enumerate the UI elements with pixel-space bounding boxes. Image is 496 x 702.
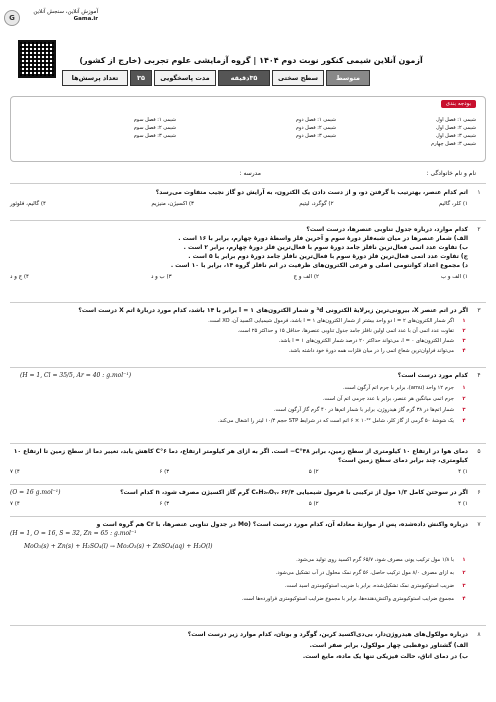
molar-mass-data: (H = 1, O = 16, S = 32, Zn = 65 : g.mol⁻¹ (10, 530, 137, 537)
question-text: اگر در اتم عنصر X، بیرونی‌ترین زیرلایهٔ الکترونی ³d و شمار الکترون‌های l = ۱ برابر با ۱۴ باشد، کدام مورد دربارهٔ اتم X درست است؟ (78, 307, 468, 314)
topic-item: شیمی ۳: فصل چهارم (431, 141, 476, 147)
option-2[interactable]: تفاوت عدد اتمی آن با عدد اتمی اولین نافلز جامد جدول تناوبی عنصرها، حداقل ۱۵ و حداکثر ۲۵ است. (237, 328, 454, 334)
topics-list (16, 116, 476, 156)
topic-item: شیمی ۱: فصل دوم (295, 117, 336, 123)
divider (10, 443, 486, 444)
question-2 (10, 225, 486, 282)
question-8 (10, 630, 486, 661)
option-number: ۲ (462, 570, 466, 576)
question-count-value: ۳۵ (130, 70, 152, 86)
divider (10, 367, 486, 368)
option-4[interactable]: مجموع ضرایب استوکیومتری واکنش‌دهنده‌ها، برابر با مجموع ضرایب استوکیومتری فراورده‌ها است. (241, 596, 454, 602)
question-number: ۳ (477, 307, 481, 314)
student-name-field[interactable]: نام و نام خانوادگی : (426, 170, 476, 177)
divider (10, 625, 486, 626)
site-tagline: آموزش آنلاین، سنجش آنلاین (33, 9, 98, 15)
option-3[interactable]: ۳) ۶ (159, 501, 170, 507)
duration-value: ۳۵دقیقه (218, 70, 270, 86)
divider (10, 484, 486, 485)
option-4[interactable]: ۴) ۷ (10, 501, 20, 507)
statement-b: ب) در دمای اتاق، حالت فیزیکی تنها یک ماده، مایع است. (302, 653, 468, 660)
question-number: ۸ (477, 631, 481, 638)
statement-c: ج) تفاوت عدد اتمی فعال‌ترین فلز دورهٔ سوم با فعال‌ترین نافلز جامد دورهٔ دوم برابر با ۵ است . (188, 253, 468, 260)
option-1[interactable]: ۱) ۴ (458, 469, 468, 475)
topic-item: شیمی ۱: فصل سوم (133, 117, 176, 123)
question-5 (10, 447, 486, 477)
option-number: ۲ (462, 328, 466, 334)
option-1[interactable]: جرم ۱۲ واحد (amu)، برابر با جرم اتم آرگون است. (343, 385, 454, 391)
topic-item: شیمی ۳: فصل سوم (133, 133, 176, 139)
topic-item: شیمی ۳: فصل دوم (295, 133, 336, 139)
option-2[interactable]: ۲) الف و ج (293, 274, 319, 280)
question-number: ۷ (477, 521, 481, 528)
option-2[interactable]: به ازای مصرف ۸/۰ مول ترکیب حاصل، ۵۶ گرم نمک محلول در آب تشکیل می‌شود. (275, 570, 454, 576)
topics-col-2 (226, 116, 336, 140)
question-text: کدام موارد، درباره جدول تناوبی عنصرها، درست است؟ (306, 226, 468, 233)
difficulty-value: متوسط (326, 70, 370, 86)
option-number: ۴ (462, 596, 466, 602)
option-4[interactable]: ۴) ج و د (10, 274, 30, 280)
statement-d: د) مجموع اعداد کوانتومی اصلی و فرعی الکترون‌های ظرفیت در اتم نافلز گروه ۱۴، برابر با ۱۰ است . (170, 262, 468, 269)
duration-label: مدت پاسخگویی (154, 70, 216, 86)
question-number: ۶ (477, 489, 481, 496)
option-1[interactable]: ۱) کلر، گالیم (438, 201, 468, 207)
statement-b: ب) تفاوت عدد اتمی فعال‌ترین نافلز جامد دورهٔ سوم با فعال‌ترین فلز دورهٔ چهارم، برابر ۲ است . (183, 244, 468, 251)
option-1[interactable]: با ۱/۸ مول ترکیب یونی مصرف شود، ۶۵/۷ گرم اکسید روی تولید می‌شود. (296, 557, 454, 563)
option-2[interactable]: جرم اتمی میانگین هر عنصر، برابر با عدد جرمی اتم آن است. (322, 396, 454, 402)
option-3[interactable]: ۳) اکسیژن، منیزیم (151, 201, 194, 207)
topics-col-3 (66, 116, 176, 140)
option-number: ۴ (462, 348, 466, 354)
gama-logo: G (4, 10, 20, 26)
question-4 (10, 371, 486, 425)
question-number: ۴ (477, 372, 481, 379)
question-count-label: تعداد پرسش‌ها (62, 70, 128, 86)
topic-item: شیمی ۳: فصل اول (436, 133, 476, 139)
option-3[interactable]: شمار الکترون‌های l = ۰، می‌تواند حداکثر ۲۰ درصد شمار الکترون‌های l = ۱ باشد. (278, 338, 454, 344)
divider (10, 302, 486, 303)
option-2[interactable]: ۲) ۵ (308, 501, 319, 507)
exam-info-bar (62, 70, 440, 86)
divider (10, 516, 486, 517)
option-number: ۳ (462, 338, 466, 344)
option-number: ۲ (462, 396, 466, 402)
question-number: ۲ (477, 226, 481, 233)
question-1 (10, 188, 486, 209)
option-number: ۴ (462, 418, 466, 424)
molar-mass-data: (O = 16 g.mol⁻¹) (10, 489, 61, 496)
divider (10, 183, 486, 184)
topic-item: شیمی ۲: فصل دوم (295, 125, 336, 131)
option-3[interactable]: ۳) ۶ (159, 469, 170, 475)
chemical-equation: MoO₃(s) + Zn(s) + H₂SO₄(l) → Mo₂O₃(s) + ZnSO₄(aq) + H₂O(l) (24, 543, 213, 550)
exam-title: آزمون آنلاین شیمی کنکور نوبت دوم ۱۴۰۴ | گروه آزمایشی علوم تجربی (خارج از کشور) (79, 56, 423, 65)
option-2[interactable]: ۲) ۵ (308, 469, 319, 475)
option-number: ۱ (462, 557, 466, 563)
option-4[interactable]: ۴) گالیم، فلوئور (10, 201, 47, 207)
divider (10, 220, 486, 221)
question-7 (10, 520, 486, 603)
school-field[interactable]: مدرسه : (239, 170, 261, 177)
topic-item: شیمی ۱: فصل اول (436, 117, 476, 123)
difficulty-label: سطح سختی (272, 70, 324, 86)
question-text: درباره مولکول‌های هیدروژن‌دار، بی‌دی‌اکسید کربن، گوگرد و بوتان، کدام موارد زیر درست است؟ (187, 631, 468, 638)
option-2[interactable]: ۲) گوگرد، لیتیم (299, 201, 334, 207)
question-number: ۱ (477, 189, 481, 196)
option-3[interactable]: ۳) ب و د (150, 274, 172, 280)
site-header (28, 9, 98, 23)
option-1[interactable]: ۱) الف و ب (440, 274, 468, 280)
option-number: ۳ (462, 583, 466, 589)
option-number: ۳ (462, 407, 466, 413)
qr-code (18, 40, 56, 78)
topics-col-1 (366, 116, 476, 148)
option-4[interactable]: یک شوشهٔ ۵۰ گرمی از گاز کلر، شامل ۱۰²² × ۶ اتم است که در شرایط STP حجم ۱۰/۴ لیتر را اشغال می‌کند. (218, 418, 454, 424)
option-1[interactable]: اگر شمار الکترون‌های l = ۲ دو واحد بیشتر از شمار الکترون‌های l = ۱ باشد، فرمول شیمیایی اکسید آن، XO است. (208, 318, 454, 324)
question-3 (10, 306, 486, 355)
atomic-mass-data: (H = 1, Cl = 35/5, Ar = 40 : g.mol⁻¹) (20, 372, 132, 379)
question-text: درباره واکنش داده‌شده، پس از موازنهٔ معادله آن، کدام مورد درست است؟ (Mo در جدول تناوبی عنصرها، با Cr هم گروه است و (96, 521, 468, 528)
question-6 (10, 488, 486, 509)
option-number: ۱ (462, 318, 466, 324)
option-3[interactable]: شمار اتم‌ها در ۳۸ گرم گاز هیدروژن، برابر با شمار اتم‌ها در ۴۰ گرم گاز آرگون است. (273, 407, 454, 413)
budget-tag: بودجه بندی (441, 100, 476, 108)
topic-item: شیمی ۲: فصل سوم (133, 125, 176, 131)
question-text: کدام مورد درست است؟ (397, 372, 468, 379)
option-3[interactable]: ضریب استوکیومتری نمک تشکیل‌شده، برابر با ضریب استوکیومتری اسید است. (284, 583, 454, 589)
option-1[interactable]: ۱) ۴ (458, 501, 468, 507)
question-text: اتم کدام عنصر، بهترتیب با گرفتن دو، و از دست دادن یک الکترون، به آرایش دو گاز نجیب متفاوت می‌رسد؟ (155, 189, 468, 196)
question-text: اگر در سوختن کامل ۱/۳ مول از ترکیبی با فرمول شیمیایی CₙH₂ₙOᵧ، ۶۲/۴ گرم گاز اکسیژن مصرف شود، n کدام است؟ (120, 489, 468, 496)
option-4[interactable]: می‌تواند فراوان‌ترین شعاع اتمی را در میان فلزات همه دورهٔ خود داشته باشد. (288, 348, 454, 354)
question-text: دمای هوا در ارتفاع ۱۰ کیلومتری از سطح زمین، برابر ۴۸°C− است. اگر به ازای هر کیلومتر ارتفاع، دما ۶°C کاهش یابد، تغییر دما از سطح زمین تا ارتفاع ۱۰ کیلومتری، چند برابر دمای سطح زمین است؟ (13, 448, 468, 464)
statement-a: الف) شمار عنصرها در میان شبه‌فلز دورهٔ سوم و آخرین فلز واسطهٔ دورهٔ چهارم، برابر با ۱۶ است . (178, 235, 468, 242)
option-number: ۱ (462, 385, 466, 391)
site-domain: Gama.ir (73, 16, 98, 22)
statement-a: الف) گشتاور دوقطبی چهار مولکول، برابر صفر است. (309, 642, 468, 649)
question-number: ۵ (477, 448, 481, 455)
option-4[interactable]: ۴) ۷ (10, 469, 20, 475)
topic-item: شیمی ۲: فصل اول (436, 125, 476, 131)
